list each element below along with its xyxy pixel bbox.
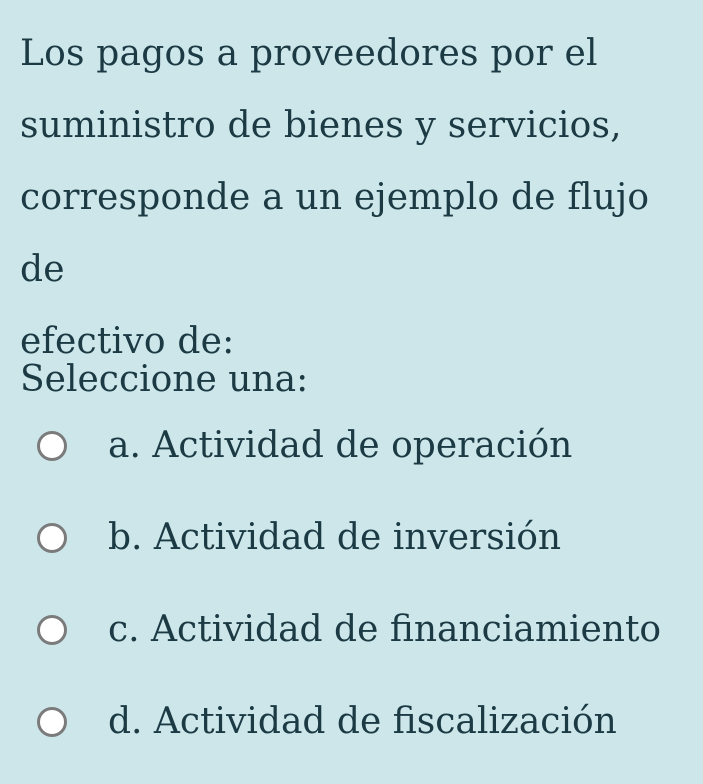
- question-line: suministro de bienes y servicios,: [20, 105, 622, 146]
- option-label[interactable]: b. Actividad de inversión: [108, 517, 562, 558]
- radio-button-icon[interactable]: [37, 523, 67, 553]
- question-line: Los pagos a proveedores por el: [20, 33, 598, 74]
- question-line: corresponde a un ejemplo de flujo de: [20, 177, 650, 290]
- option-label[interactable]: c. Actividad de financiamiento: [108, 609, 662, 650]
- option-d[interactable]: [0, 692, 703, 784]
- option-label[interactable]: a. Actividad de operación: [108, 425, 573, 466]
- option-b[interactable]: [0, 508, 703, 600]
- option-a[interactable]: [0, 416, 703, 508]
- radio-button-icon[interactable]: [37, 431, 67, 461]
- select-prompt: Seleccione una:: [20, 359, 309, 400]
- question-line: efectivo de:: [20, 321, 235, 362]
- radio-button-icon[interactable]: [37, 707, 67, 737]
- option-c[interactable]: [0, 600, 703, 692]
- answer-options: [0, 416, 703, 784]
- radio-button-icon[interactable]: [37, 615, 67, 645]
- question-text: [20, 18, 690, 378]
- option-label[interactable]: d. Actividad de fiscalización: [108, 701, 617, 742]
